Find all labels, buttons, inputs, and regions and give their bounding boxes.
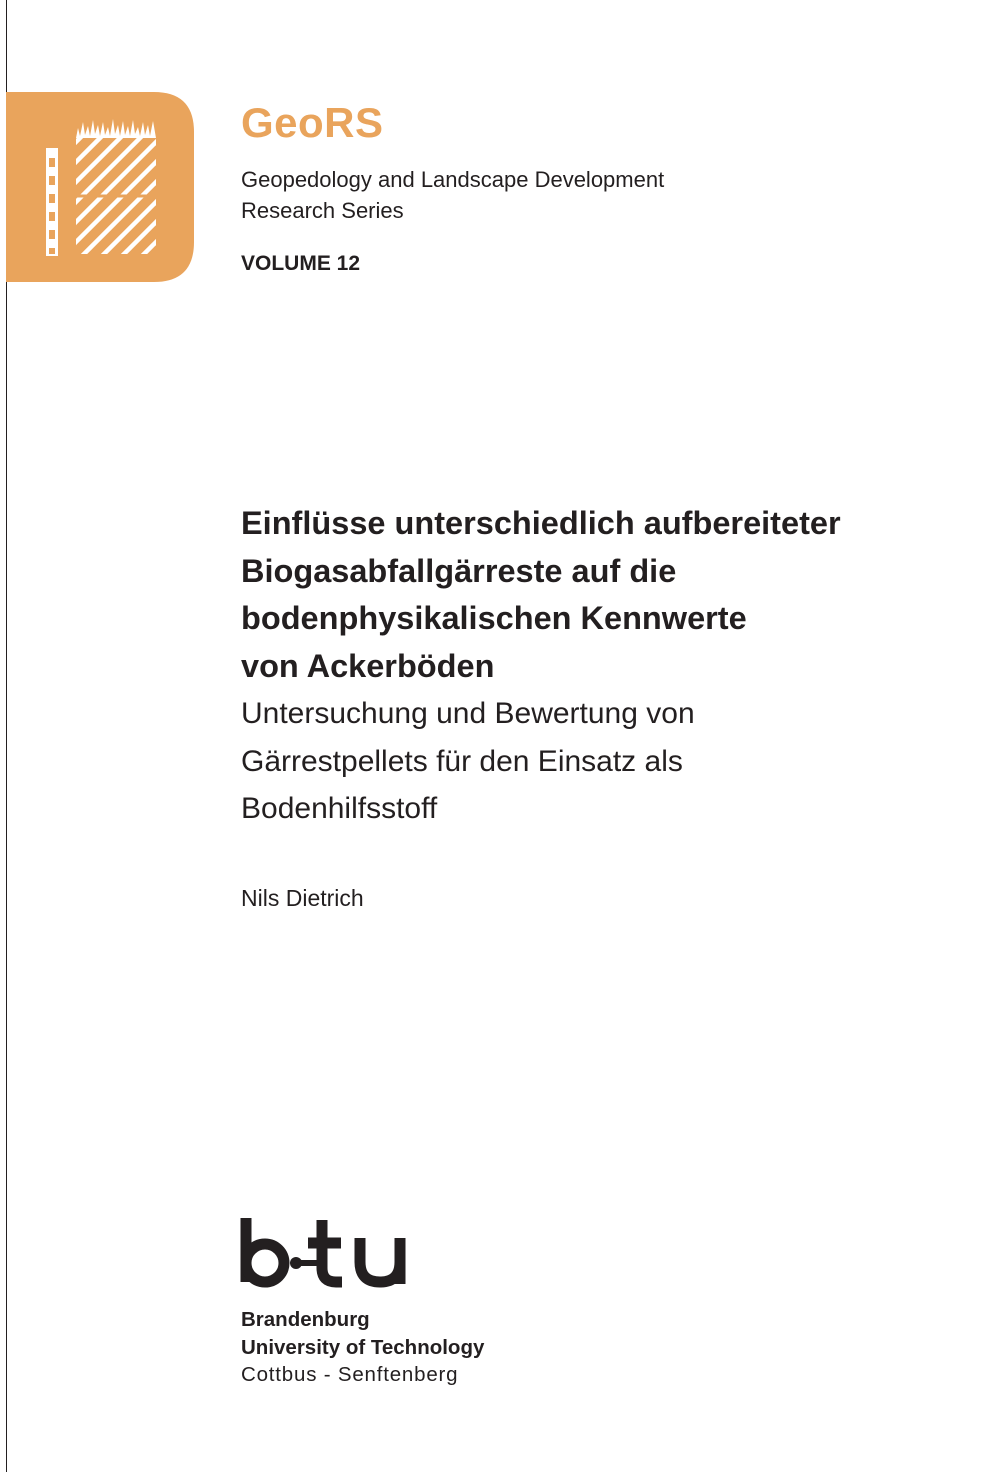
- book-title-line: von Ackerböden: [241, 647, 495, 684]
- series-description-line: Geopedology and Landscape Development: [241, 167, 665, 192]
- university-location: Cottbus - Senftenberg: [241, 1363, 459, 1386]
- btu-logo: [238, 1216, 414, 1288]
- soil-profile-icon: [6, 92, 194, 282]
- university-name: [241, 1306, 484, 1389]
- university-name-line: Brandenburg: [241, 1308, 370, 1331]
- book-title-line: bodenphysikalischen Kennwerte: [241, 600, 747, 636]
- volume-number: VOLUME 12: [241, 252, 361, 275]
- book-title: [241, 500, 841, 690]
- university-name-line: University of Technology: [241, 1335, 485, 1359]
- book-subtitle-line: Bodenhilfsstoff: [241, 792, 438, 825]
- book-subtitle-line: Untersuchung und Bewertung von: [241, 697, 695, 730]
- series-name: GeoRS: [241, 99, 384, 146]
- series-description: [241, 164, 664, 226]
- series-description-line: Research Series: [241, 198, 404, 223]
- book-title-line: Einflüsse unterschiedlich aufbereiteter: [241, 505, 841, 541]
- book-subtitle: [241, 690, 695, 833]
- author-name: Nils Dietrich: [241, 885, 364, 911]
- book-title-line: Biogasabfallgärreste auf die: [241, 552, 677, 589]
- book-subtitle-line: Gärrestpellets für den Einsatz als: [241, 744, 683, 778]
